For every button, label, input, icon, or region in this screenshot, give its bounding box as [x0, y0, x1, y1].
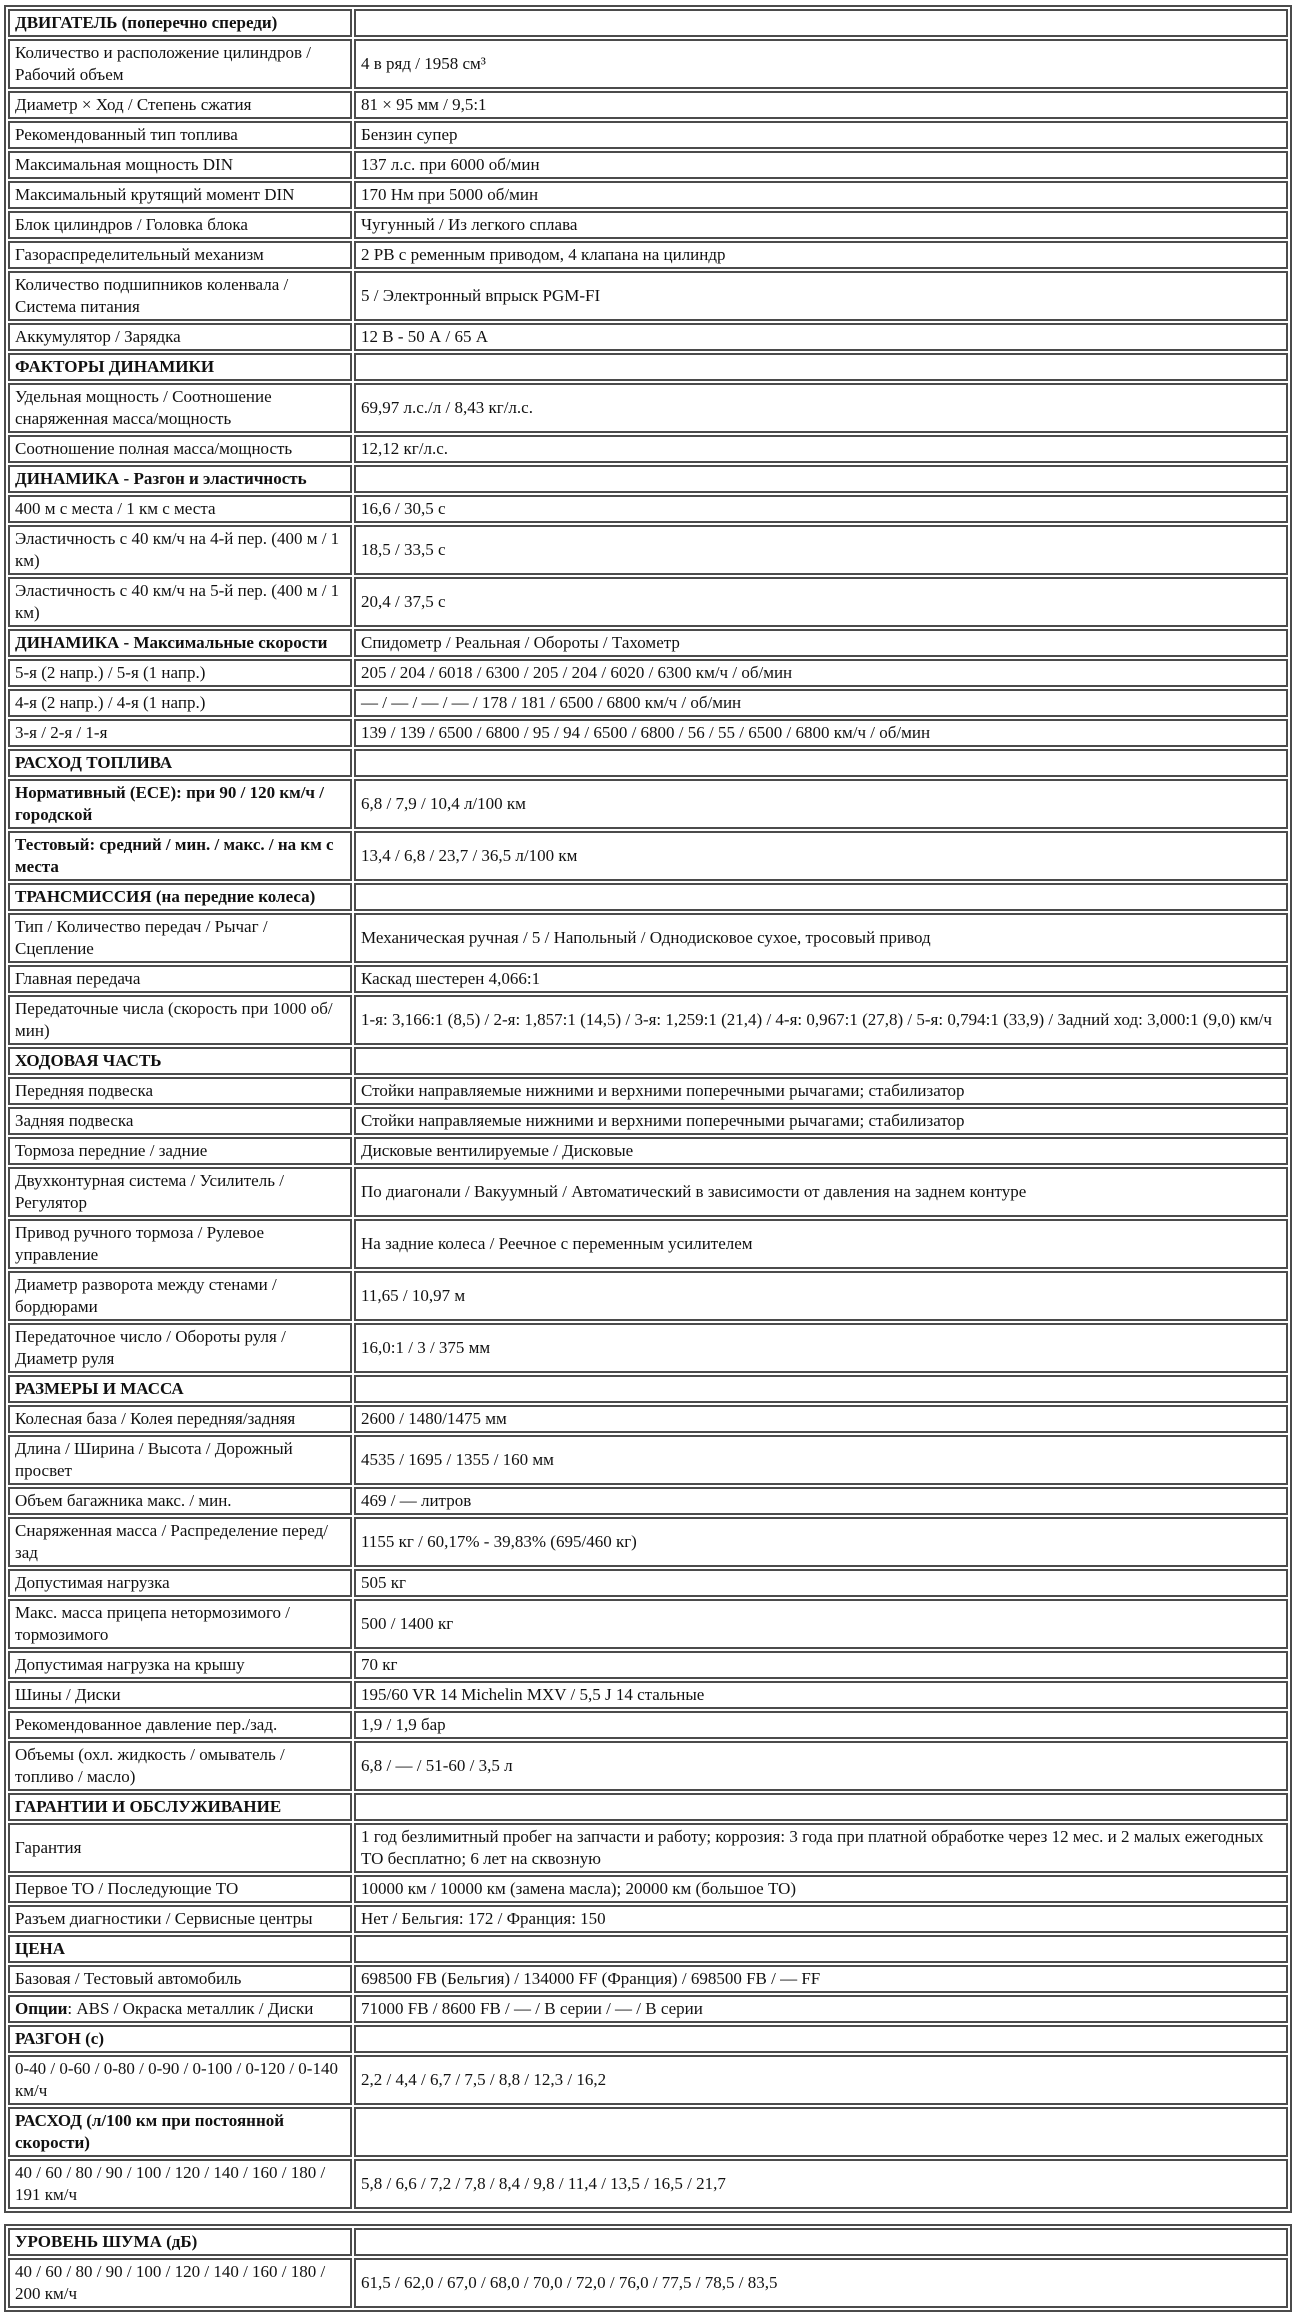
- spec-label-cell: Количество подшипников коленвала / Система питания: [8, 271, 352, 321]
- spec-value-cell: 81 × 95 мм / 9,5:1: [354, 91, 1288, 119]
- spec-row: [8, 151, 1288, 179]
- spec-value-cell: [354, 1375, 1288, 1403]
- spec-label-cell: Удельная мощность / Соотношение снаряженная масса/мощность: [8, 383, 352, 433]
- spec-row: [8, 1711, 1288, 1739]
- spec-label-cell: РАСХОД ТОПЛИВА: [8, 749, 352, 777]
- spec-row: [8, 1965, 1288, 1993]
- spec-label-cell: ДИНАМИКА - Максимальные скорости: [8, 629, 352, 657]
- spec-value-cell: Нет / Бельгия: 172 / Франция: 150: [354, 1905, 1288, 1933]
- spec-value-cell: 12 В - 50 А / 65 А: [354, 323, 1288, 351]
- spec-value-cell: [354, 2025, 1288, 2053]
- spec-label-cell: Диаметр × Ход / Степень сжатия: [8, 91, 352, 119]
- spec-row: [8, 91, 1288, 119]
- spec-row: [8, 1681, 1288, 1709]
- spec-label-cell: Максимальный крутящий момент DIN: [8, 181, 352, 209]
- spec-value-cell: 170 Нм при 5000 об/мин: [354, 181, 1288, 209]
- spec-row: [8, 577, 1288, 627]
- spec-value-cell: 12,12 кг/л.с.: [354, 435, 1288, 463]
- spec-label-cell: Шины / Диски: [8, 1681, 352, 1709]
- spec-row: [8, 1219, 1288, 1269]
- spec-label-cell: Диаметр разворота между стенами / бордюрами: [8, 1271, 352, 1321]
- spec-value-cell: Дисковые вентилируемые / Дисковые: [354, 1137, 1288, 1165]
- spec-label-cell: [8, 1995, 352, 2023]
- spec-value-cell: [354, 1047, 1288, 1075]
- section-header-row: [8, 2228, 1288, 2256]
- spec-row: [8, 965, 1288, 993]
- spec-label-cell: Привод ручного тормоза / Рулевое управление: [8, 1219, 352, 1269]
- spec-value-cell: 6,8 / — / 51-60 / 3,5 л: [354, 1741, 1288, 1791]
- spec-row: [8, 913, 1288, 963]
- spec-row: [8, 181, 1288, 209]
- spec-value-cell: 4 в ряд / 1958 см³: [354, 39, 1288, 89]
- spec-value-cell: 2,2 / 4,4 / 6,7 / 7,5 / 8,8 / 12,3 / 16,2: [354, 2055, 1288, 2105]
- spec-value-cell: 195/60 VR 14 Michelin MXV / 5,5 J 14 стальные: [354, 1681, 1288, 1709]
- spec-label-cell: ФАКТОРЫ ДИНАМИКИ: [8, 353, 352, 381]
- spec-row: [8, 689, 1288, 717]
- spec-row: [8, 1569, 1288, 1597]
- spec-row: [8, 1995, 1288, 2023]
- spec-value-cell: 1155 кг / 60,17% - 39,83% (695/460 кг): [354, 1517, 1288, 1567]
- spec-label-cell: Допустимая нагрузка на крышу: [8, 1651, 352, 1679]
- spec-value-cell: 1-я: 3,166:1 (8,5) / 2-я: 1,857:1 (14,5) / 3-я: 1,259:1 (21,4) / 4-я: 0,967:1 (27,8) / 5-я: 0,794:1 (33,9) / Задний ход: 3,000:1 (9,0) км/ч: [354, 995, 1288, 1045]
- spec-label-cell: Блок цилиндров / Головка блока: [8, 211, 352, 239]
- spec-row: [8, 1599, 1288, 1649]
- table-gap: [4, 2213, 1292, 2224]
- spec-value-cell: 5,8 / 6,6 / 7,2 / 7,8 / 8,4 / 9,8 / 11,4 / 13,5 / 16,5 / 21,7: [354, 2159, 1288, 2209]
- spec-row: [8, 495, 1288, 523]
- spec-value-cell: 1,9 / 1,9 бар: [354, 1711, 1288, 1739]
- spec-value-cell: Каскад шестерен 4,066:1: [354, 965, 1288, 993]
- section-header-row: [8, 1375, 1288, 1403]
- spec-value-cell: Чугунный / Из легкого сплава: [354, 211, 1288, 239]
- spec-label-cell: 40 / 60 / 80 / 90 / 100 / 120 / 140 / 160 / 180 / 191 км/ч: [8, 2159, 352, 2209]
- spec-value-cell: [354, 883, 1288, 911]
- spec-value-cell: 69,97 л.с./л / 8,43 кг/л.с.: [354, 383, 1288, 433]
- spec-label-bold-prefix: Опции: [15, 1999, 68, 2018]
- spec-label-cell: Нормативный (ЕСЕ): при 90 / 120 км/ч / городской: [8, 779, 352, 829]
- spec-row: [8, 2055, 1288, 2105]
- spec-label-cell: РАСХОД (л/100 км при постоянной скорости): [8, 2107, 352, 2157]
- spec-value-cell: [354, 353, 1288, 381]
- spec-label-cell: ТРАНСМИССИЯ (на передние колеса): [8, 883, 352, 911]
- spec-label-cell: Разъем диагностики / Сервисные центры: [8, 1905, 352, 1933]
- spec-row: [8, 323, 1288, 351]
- spec-label-cell: 3-я / 2-я / 1-я: [8, 719, 352, 747]
- spec-label-cell: Рекомендованное давление пер./зад.: [8, 1711, 352, 1739]
- spec-value-cell: 4535 / 1695 / 1355 / 160 мм: [354, 1435, 1288, 1485]
- section-header-row: [8, 883, 1288, 911]
- spec-value-cell: 10000 км / 10000 км (замена масла); 20000 км (большое ТО): [354, 1875, 1288, 1903]
- spec-label-cell: Количество и расположение цилиндров / Рабочий объем: [8, 39, 352, 89]
- spec-label-cell: 0-40 / 0-60 / 0-80 / 0-90 / 0-100 / 0-120 / 0-140 км/ч: [8, 2055, 352, 2105]
- spec-value-cell: 16,0:1 / 3 / 375 мм: [354, 1323, 1288, 1373]
- spec-label-cell: Аккумулятор / Зарядка: [8, 323, 352, 351]
- spec-label-cell: ХОДОВАЯ ЧАСТЬ: [8, 1047, 352, 1075]
- spec-row: [8, 629, 1288, 657]
- spec-label-cell: Главная передача: [8, 965, 352, 993]
- spec-row: [8, 1741, 1288, 1791]
- spec-label-cell: Задняя подвеска: [8, 1107, 352, 1135]
- spec-value-cell: 71000 FB / 8600 FB / — / В серии / — / В серии: [354, 1995, 1288, 2023]
- spec-value-cell: 5 / Электронный впрыск PGM-FI: [354, 271, 1288, 321]
- spec-row: [8, 1651, 1288, 1679]
- spec-label-cell: Тестовый: средний / мин. / макс. / на км с места: [8, 831, 352, 881]
- spec-label-cell: ДИНАМИКА - Разгон и эластичность: [8, 465, 352, 493]
- spec-row: [8, 1875, 1288, 1903]
- spec-value-cell: По диагонали / Вакуумный / Автоматический в зависимости от давления на заднем контуре: [354, 1167, 1288, 1217]
- spec-row: [8, 525, 1288, 575]
- spec-label-cell: РАЗГОН (с): [8, 2025, 352, 2053]
- spec-row: [8, 435, 1288, 463]
- spec-label-text: : ABS / Окраска металлик / Диски: [67, 1999, 314, 2018]
- spec-value-cell: 11,65 / 10,97 м: [354, 1271, 1288, 1321]
- spec-row: [8, 2159, 1288, 2209]
- spec-value-cell: 16,6 / 30,5 с: [354, 495, 1288, 523]
- spec-value-cell: Спидометр / Реальная / Обороты / Тахометр: [354, 629, 1288, 657]
- spec-label-cell: Соотношение полная масса/мощность: [8, 435, 352, 463]
- spec-row: [8, 1137, 1288, 1165]
- spec-row: [8, 1487, 1288, 1515]
- spec-row: [8, 719, 1288, 747]
- spec-row: [8, 1823, 1288, 1873]
- spec-label-cell: Колесная база / Колея передняя/задняя: [8, 1405, 352, 1433]
- spec-label-cell: Двухконтурная система / Усилитель / Регулятор: [8, 1167, 352, 1217]
- spec-row: [8, 383, 1288, 433]
- spec-label-cell: 40 / 60 / 80 / 90 / 100 / 120 / 140 / 160 / 180 / 200 км/ч: [8, 2258, 352, 2308]
- spec-value-cell: 1 год безлимитный пробег на запчасти и работу; коррозия: 3 года при платной обработке через 12 мес. и 2 малых ежегодных ТО бесплатно; 6 лет на сквозную: [354, 1823, 1288, 1873]
- spec-row: [8, 1107, 1288, 1135]
- spec-label-cell: РАЗМЕРЫ И МАССА: [8, 1375, 352, 1403]
- spec-label-cell: Тип / Количество передач / Рычаг / Сцепление: [8, 913, 352, 963]
- section-header-row: [8, 2025, 1288, 2053]
- spec-label-cell: Макс. масса прицепа нетормозимого / тормозимого: [8, 1599, 352, 1649]
- spec-row: [8, 1405, 1288, 1433]
- spec-row: [8, 1517, 1288, 1567]
- spec-label-cell: Гарантия: [8, 1823, 352, 1873]
- spec-label-cell: ЦЕНА: [8, 1935, 352, 1963]
- spec-row: [8, 121, 1288, 149]
- spec-label-cell: Рекомендованный тип топлива: [8, 121, 352, 149]
- spec-value-cell: 500 / 1400 кг: [354, 1599, 1288, 1649]
- noise-level-table: [4, 2224, 1292, 2312]
- spec-label-cell: Объем багажника макс. / мин.: [8, 1487, 352, 1515]
- spec-row: [8, 39, 1288, 89]
- spec-value-cell: [354, 9, 1288, 37]
- spec-row: [8, 2258, 1288, 2308]
- spec-label-cell: Снаряженная масса / Распределение перед/зад: [8, 1517, 352, 1567]
- spec-label-cell: Первое ТО / Последующие ТО: [8, 1875, 352, 1903]
- spec-value-cell: 13,4 / 6,8 / 23,7 / 36,5 л/100 км: [354, 831, 1288, 881]
- car-spec-table: [4, 5, 1292, 2213]
- spec-value-cell: [354, 749, 1288, 777]
- spec-value-cell: Стойки направляемые нижними и верхними поперечными рычагами; стабилизатор: [354, 1107, 1288, 1135]
- spec-value-cell: 469 / — литров: [354, 1487, 1288, 1515]
- section-header-row: [8, 465, 1288, 493]
- spec-label-cell: ДВИГАТЕЛЬ (поперечно спереди): [8, 9, 352, 37]
- spec-label-cell: Допустимая нагрузка: [8, 1569, 352, 1597]
- spec-label-cell: Эластичность с 40 км/ч на 4-й пер. (400 м / 1 км): [8, 525, 352, 575]
- spec-label-cell: Газораспределительный механизм: [8, 241, 352, 269]
- spec-label-cell: ГАРАНТИИ И ОБСЛУЖИВАНИЕ: [8, 1793, 352, 1821]
- spec-value-cell: [354, 2228, 1288, 2256]
- spec-value-cell: 18,5 / 33,5 с: [354, 525, 1288, 575]
- spec-label-cell: Передаточные числа (скорость при 1000 об/мин): [8, 995, 352, 1045]
- spec-label-cell: Максимальная мощность DIN: [8, 151, 352, 179]
- section-header-row: [8, 2107, 1288, 2157]
- spec-label-cell: 400 м с места / 1 км с места: [8, 495, 352, 523]
- spec-value-cell: 137 л.с. при 6000 об/мин: [354, 151, 1288, 179]
- spec-label-cell: Эластичность с 40 км/ч на 5-й пер. (400 м / 1 км): [8, 577, 352, 627]
- spec-label-cell: Передаточное число / Обороты руля / Диаметр руля: [8, 1323, 352, 1373]
- spec-value-cell: 2 РВ с ременным приводом, 4 клапана на цилиндр: [354, 241, 1288, 269]
- spec-value-cell: 2600 / 1480/1475 мм: [354, 1405, 1288, 1433]
- spec-value-cell: 70 кг: [354, 1651, 1288, 1679]
- spec-value-cell: 6,8 / 7,9 / 10,4 л/100 км: [354, 779, 1288, 829]
- spec-value-cell: На задние колеса / Реечное с переменным усилителем: [354, 1219, 1288, 1269]
- spec-value-cell: Стойки направляемые нижними и верхними поперечными рычагами; стабилизатор: [354, 1077, 1288, 1105]
- spec-value-cell: — / — / — / — / 178 / 181 / 6500 / 6800 км/ч / об/мин: [354, 689, 1288, 717]
- spec-value-cell: 61,5 / 62,0 / 67,0 / 68,0 / 70,0 / 72,0 / 76,0 / 77,5 / 78,5 / 83,5: [354, 2258, 1288, 2308]
- spec-value-cell: Механическая ручная / 5 / Напольный / Однодисковое сухое, тросовый привод: [354, 913, 1288, 963]
- spec-label-cell: Длина / Ширина / Высота / Дорожный просвет: [8, 1435, 352, 1485]
- section-header-row: [8, 9, 1288, 37]
- spec-label-cell: Базовая / Тестовый автомобиль: [8, 1965, 352, 1993]
- spec-value-cell: 698500 FB (Бельгия) / 134000 FF (Франция) / 698500 FB / — FF: [354, 1965, 1288, 1993]
- spec-row: [8, 271, 1288, 321]
- spec-row: [8, 1167, 1288, 1217]
- spec-value-cell: [354, 1935, 1288, 1963]
- spec-label-cell: УРОВЕНЬ ШУМА (дБ): [8, 2228, 352, 2256]
- spec-label-cell: 5-я (2 напр.) / 5-я (1 напр.): [8, 659, 352, 687]
- section-header-row: [8, 1047, 1288, 1075]
- section-header-row: [8, 1935, 1288, 1963]
- spec-value-cell: 20,4 / 37,5 с: [354, 577, 1288, 627]
- spec-row: [8, 1435, 1288, 1485]
- spec-row: [8, 1271, 1288, 1321]
- spec-row: [8, 779, 1288, 829]
- spec-row: [8, 995, 1288, 1045]
- section-header-row: [8, 1793, 1288, 1821]
- spec-label-cell: Передняя подвеска: [8, 1077, 352, 1105]
- spec-row: [8, 1905, 1288, 1933]
- spec-row: [8, 1323, 1288, 1373]
- spec-row: [8, 1077, 1288, 1105]
- section-header-row: [8, 353, 1288, 381]
- spec-label-cell: 4-я (2 напр.) / 4-я (1 напр.): [8, 689, 352, 717]
- spec-row: [8, 241, 1288, 269]
- spec-value-cell: 505 кг: [354, 1569, 1288, 1597]
- spec-value-cell: [354, 2107, 1288, 2157]
- spec-row: [8, 659, 1288, 687]
- spec-value-cell: 205 / 204 / 6018 / 6300 / 205 / 204 / 6020 / 6300 км/ч / об/мин: [354, 659, 1288, 687]
- spec-label-cell: Объемы (охл. жидкость / омыватель / топливо / масло): [8, 1741, 352, 1791]
- spec-value-cell: Бензин супер: [354, 121, 1288, 149]
- spec-value-cell: [354, 465, 1288, 493]
- spec-label-cell: Тормоза передние / задние: [8, 1137, 352, 1165]
- section-header-row: [8, 749, 1288, 777]
- spec-value-cell: [354, 1793, 1288, 1821]
- spec-value-cell: 139 / 139 / 6500 / 6800 / 95 / 94 / 6500 / 6800 / 56 / 55 / 6500 / 6800 км/ч / об/мин: [354, 719, 1288, 747]
- spec-row: [8, 831, 1288, 881]
- spec-row: [8, 211, 1288, 239]
